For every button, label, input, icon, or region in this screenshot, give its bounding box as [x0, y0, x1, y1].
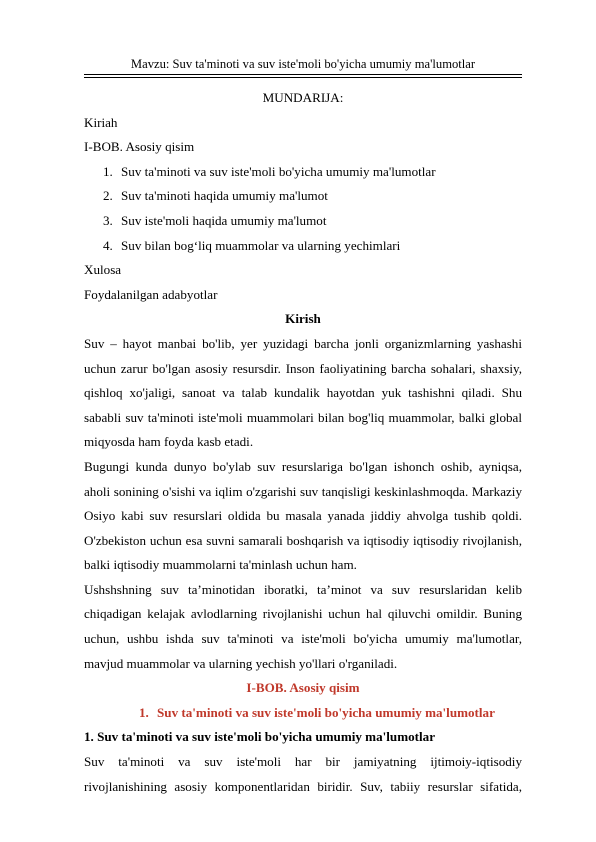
chapter-heading: I-BOB. Asosiy qisim — [246, 680, 360, 696]
toc-item — [84, 184, 522, 209]
intro-heading: Kirish — [285, 311, 321, 327]
toc-item-text: Suv iste'moli haqida umumiy ma'lumot — [121, 212, 327, 228]
intro-paragraph: Ushshshning suv ta’minotidan iboratki, ta’minot va suv resurslaridan kelib chiqadigan kelajak avlodlarning rivojlanishi uchun hal qiluvchi omildir. Buning uchun, ushbu ishda suv ta'minoti va iste'moli bo'yicha umumiy ma'lumotlar, mavjud muammolar va ularning yechish yo'llari o'rganiladi. — [84, 581, 522, 671]
chapter-subheading — [84, 701, 522, 726]
toc-item — [84, 234, 522, 259]
section-paragraph: Suv ta'minoti va suv iste'moli har bir jamiyatning ijtimoiy-iqtisodiy rivojlanishining asosiy komponentlaridan biridir. Suv, tabiiy resurslar sifatida, — [84, 754, 522, 794]
toc-item — [84, 209, 522, 234]
toc-conclusion: Xulosa — [84, 262, 122, 278]
toc-references: Foydalanilgan adabyotlar — [84, 286, 218, 302]
toc-item-number: 4. — [103, 237, 113, 253]
toc-item-number: 2. — [103, 188, 113, 204]
toc-item-text: Suv ta'minoti va suv iste'moli bo'yicha umumiy ma'lumotlar — [121, 163, 436, 179]
toc-item-text: Suv ta'minoti haqida umumiy ma'lumot — [121, 188, 328, 204]
intro-paragraph: Suv – hayot manbai bo'lib, yer yuzidagi barcha jonli organizmlarning yashashi uchun zarur bo'lgan asosiy resursdir. Inson faoliyatining barcha sohalari, shaxsiy, qishloq xo'jaligi, sanoat va talab kundalik hayotdan yuk tashishni qiladi. Shu sababli suv ta'minoti iste'moli muammolari bilan bog'liq muammolar, balki global miqyosda ham foyda kasb etadi. — [84, 335, 522, 450]
intro-paragraph: Bugungi kunda dunyo bo'ylab suv resurslariga bo'lgan ishonch oshib, ayniqsa, aholi sonining o'sishi va iqlim o'zgarishi suv tanqisligi keskinlashmoqda. Markaziy Osiyo kabi suv resurslari oldida bu masala yanada jiddiy ahvolga tushib qoldi. O'zbekiston uchun esa suvni samarali boshqarish va iqtisodiy iqtisodiy rivojlanish, balki iqtisodiy muammolarni ta'minlash uchun ham. — [84, 458, 522, 573]
section-bold-heading: 1. Suv ta'minoti va suv iste'moli bo'yicha umumiy ma'lumotlar — [84, 729, 436, 745]
toc-title: MUNDARIJA: — [262, 90, 344, 105]
header-divider — [84, 74, 522, 78]
chapter-subheading-number: 1. — [139, 704, 149, 720]
toc-item-text: Suv bilan bog‘liq muammolar va ularning yechimlari — [121, 237, 401, 253]
toc-item-number: 1. — [103, 163, 113, 179]
toc-intro: Kiriah — [84, 114, 118, 130]
page-header-topic: Mavzu: Suv ta'minoti va suv iste'moli bo'yicha umumiy ma'lumotlar — [130, 57, 476, 71]
document-body — [84, 86, 522, 799]
chapter-subheading-text: Suv ta'minoti va suv iste'moli bo'yicha umumiy ma'lumotlar — [157, 704, 495, 720]
toc-item-number: 3. — [103, 212, 113, 228]
toc-chapter: I-BOB. Asosiy qisim — [84, 139, 195, 155]
toc-item — [84, 160, 522, 185]
